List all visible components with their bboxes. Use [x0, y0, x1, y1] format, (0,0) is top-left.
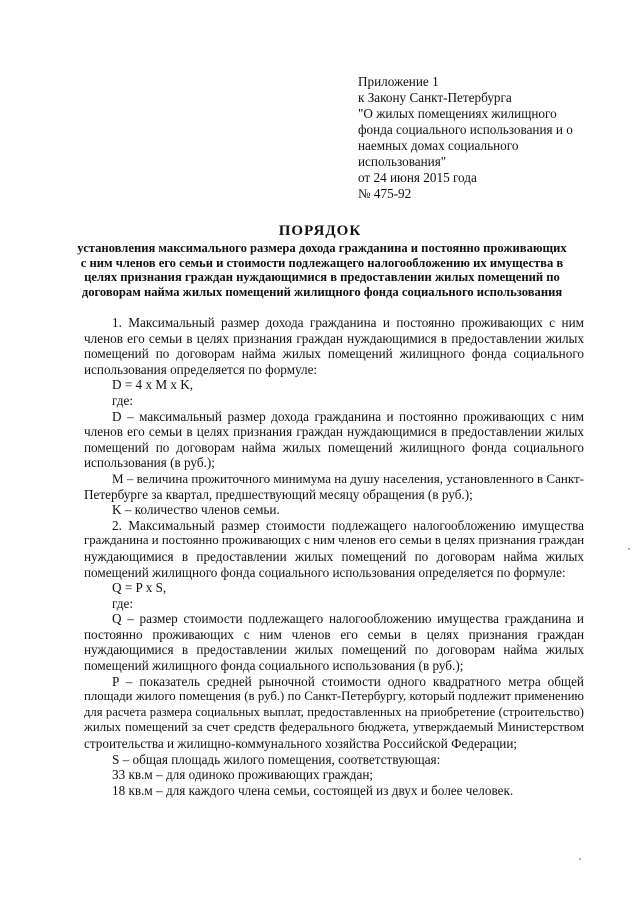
appendix-line: Приложение 1 — [358, 74, 439, 89]
subtitle-line: с ним членов его семьи и стоимости подлежащего налогообложению их имущества в — [80, 255, 564, 270]
appendix-line: к Закону Санкт-Петербурга — [358, 90, 512, 105]
body-line: K – количество членов семьи. — [112, 502, 280, 518]
document-subtitle — [60, 241, 584, 299]
body-line: использования (в руб.); — [84, 455, 215, 471]
body-line: нуждающимися в предоставлении жилых помещений по договорам найма жилых — [84, 548, 584, 564]
body-line: помещений по договорам найма жилых помещений жилищного фонда социального — [84, 346, 584, 362]
body-line: площади жилого помещения (в руб.) по Санкт-Петербургу, который подлежит применению — [84, 689, 584, 704]
subtitle-line: установления максимального размера дохода гражданина и постоянно проживающих — [77, 241, 567, 255]
body-line: постоянно проживающих с ним членов его семьи в целях признания граждан — [84, 626, 584, 642]
scan-speck — [579, 858, 581, 860]
body-line: помещений жилищного фонда социального использования определяется по формуле: — [84, 564, 566, 580]
body-line: 33 кв.м – для одиноко проживающих граждан; — [112, 767, 374, 783]
document-title: ПОРЯДОК — [278, 223, 362, 239]
formula-line: D = 4 x M x K, — [112, 377, 194, 393]
appendix-line: фонда социального использования и о — [358, 122, 573, 137]
appendix-header — [358, 74, 573, 202]
body-line: жилых помещений за счет средств федерального бюджета, утверждаемый Министерством — [84, 720, 584, 735]
body-line: где: — [112, 595, 133, 611]
body-line: 1. Максимальный размер дохода гражданина и постоянно проживающих с ним — [112, 315, 584, 330]
body-line: М – величина прожиточного минимума на душу населения, установленного в Санкт- — [112, 470, 584, 486]
appendix-line: наемных домах социального — [358, 138, 519, 153]
body-line: членов его семьи в целях признания граждан нуждающимися в предоставлении жилых — [84, 330, 584, 346]
body-line: S – общая площадь жилого помещения, соответствующая: — [112, 751, 441, 767]
body-line: использования определяется по формуле: — [84, 361, 318, 377]
appendix-line: использования" — [358, 154, 447, 169]
scan-speck — [628, 548, 630, 550]
document-body — [84, 315, 584, 798]
appendix-line: "О жилых помещениях жилищного — [358, 106, 557, 121]
body-line: Q – размер стоимости подлежащего налогообложению имущества гражданина и — [112, 611, 584, 627]
formula-line: Q = P x S, — [112, 580, 167, 596]
body-line: Петербурге за квартал, предшествующий месяцу обращения (в руб.); — [84, 486, 473, 502]
body-line: D – максимальный размер дохода гражданина и постоянно проживающих с ним — [112, 408, 584, 424]
body-line: строительства и жилищно-коммунального хозяйства Российской Федерации; — [84, 736, 518, 752]
body-line: 18 кв.м – для каждого члена семьи, состоящей из двух и более человек. — [112, 782, 514, 798]
body-line: гражданина и постоянно проживающих с ним членов его семьи в целях признания граждан — [84, 533, 584, 548]
body-line: членов его семьи в целях признания граждан нуждающимися в предоставлении жилых — [84, 424, 584, 440]
body-line: помещений по договорам найма жилых помещений жилищного фонда социального — [84, 439, 584, 455]
body-line: для расчета размера социальных выплат, предоставленных на приобретение (строительство) — [84, 704, 584, 719]
body-line: где: — [112, 392, 133, 408]
body-line: нуждающимися в предоставлении жилых помещений по договорам найма жилых — [84, 642, 584, 658]
body-line: 2. Максимальный размер стоимости подлежащего налогообложению имущества — [112, 517, 584, 533]
subtitle-line: целях признания граждан нуждающимися в предоставлении жилых помещений по — [84, 270, 560, 285]
body-line: помещений жилищного фонда социального использования (в руб.); — [84, 658, 464, 674]
appendix-line: № 475-92 — [358, 186, 412, 201]
body-line: P – показатель средней рыночной стоимости одного квадратного метра общей — [112, 673, 584, 689]
appendix-line: от 24 июня 2015 года — [358, 170, 477, 185]
subtitle-line: договорам найма жилых помещений жилищного фонда социального использования — [81, 284, 563, 299]
